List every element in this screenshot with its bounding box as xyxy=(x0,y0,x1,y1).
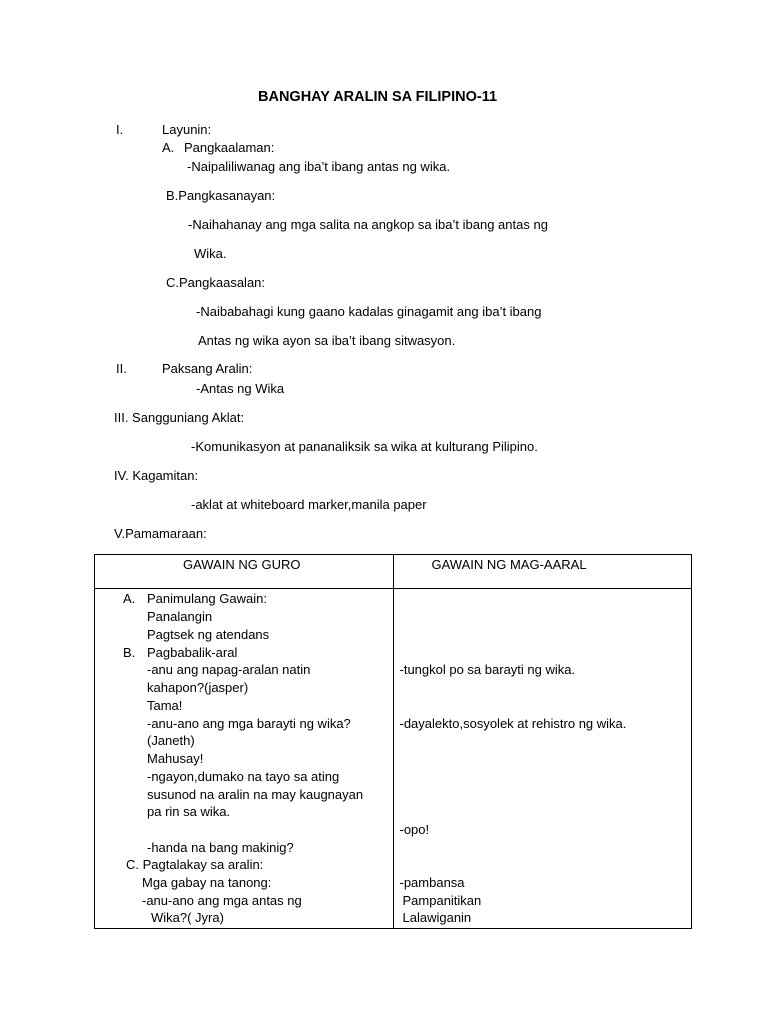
list-letter: A. xyxy=(123,591,136,606)
student-response: Lalawiganin xyxy=(402,910,472,925)
materials-text: -aklat at whiteboard marker,manila paper xyxy=(191,497,427,512)
objective-text: -Naibabahagi kung gaano kadalas ginagamit ang iba’t ibang xyxy=(196,304,542,319)
objective-text: Antas ng wika ayon sa iba’t ibang sitwasyon. xyxy=(198,333,456,348)
objective-text: -Naihahanay ang mga salita na angkop sa iba’t ibang antas ng xyxy=(188,217,548,232)
section-heading: III. Sangguniang Aklat: xyxy=(114,410,245,425)
subsection-letter: A. xyxy=(162,140,175,155)
topic-text: -Antas ng Wika xyxy=(196,381,285,396)
magaaral-cell xyxy=(393,589,692,929)
section-heading: Layunin: xyxy=(162,122,212,137)
section-heading: Paksang Aralin: xyxy=(162,361,253,376)
list-item: Mga gabay na tanong: xyxy=(142,875,272,890)
list-item: -ngayon,dumako na tayo sa ating xyxy=(147,769,340,784)
column-header: GAWAIN NG MAG-AARAL xyxy=(431,557,587,572)
section-number: I. xyxy=(116,122,124,137)
list-item: Mahusay! xyxy=(147,751,204,766)
list-item: -anu-ano ang mga barayti ng wika? xyxy=(147,716,351,731)
student-response: -opo! xyxy=(399,822,430,837)
guro-cell xyxy=(95,589,394,929)
list-heading: Panimulang Gawain: xyxy=(147,591,267,606)
section-heading: IV. Kagamitan: xyxy=(114,468,199,483)
table-header-cell xyxy=(393,555,692,589)
list-item: Tama! xyxy=(147,698,183,713)
list-letter: B. xyxy=(123,645,136,660)
list-item: -anu ang napag-aralan natin xyxy=(147,662,311,677)
list-item: pa rin sa wika. xyxy=(147,804,231,819)
objective-text: Wika. xyxy=(194,246,227,261)
section-number: II. xyxy=(116,361,127,376)
procedure-table xyxy=(94,554,692,929)
list-item: kahapon?(jasper) xyxy=(147,680,249,695)
list-item: (Janeth) xyxy=(147,733,195,748)
subsection-heading: B.Pangkasanayan: xyxy=(166,188,276,203)
table-header-cell xyxy=(95,555,394,589)
student-response: -pambansa xyxy=(399,875,465,890)
column-header: GAWAIN NG GURO xyxy=(183,557,301,572)
list-item: Panalangin xyxy=(147,609,213,624)
page-title: BANGHAY ARALIN SA FILIPINO-11 xyxy=(258,89,498,105)
reference-text: -Komunikasyon at pananaliksik sa wika at kulturang Pilipino. xyxy=(191,439,538,454)
table-header-row xyxy=(95,555,692,589)
subsection-heading: C.Pangkaasalan: xyxy=(166,275,266,290)
student-response: Pampanitikan xyxy=(402,893,482,908)
list-item: -handa na bang makinig? xyxy=(147,840,294,855)
list-heading: C. Pagtalakay sa aralin: xyxy=(126,857,264,872)
table-row xyxy=(95,589,692,929)
objective-text: -Naipaliliwanag ang iba’t ibang antas ng wika. xyxy=(187,159,451,174)
list-item: Wika?( Jyra) xyxy=(151,910,224,925)
list-item: -anu-ano ang mga antas ng xyxy=(142,893,302,908)
section-heading: V.Pamamaraan: xyxy=(114,526,207,541)
list-item: Pagtsek ng atendans xyxy=(147,627,270,642)
list-heading: Pagbabalik-aral xyxy=(147,645,238,660)
list-item: susunod na aralin na may kaugnayan xyxy=(147,787,364,802)
student-response: -dayalekto,sosyolek at rehistro ng wika. xyxy=(399,716,627,731)
subsection-heading: Pangkaalaman: xyxy=(184,140,275,155)
student-response: -tungkol po sa barayti ng wika. xyxy=(399,662,576,677)
